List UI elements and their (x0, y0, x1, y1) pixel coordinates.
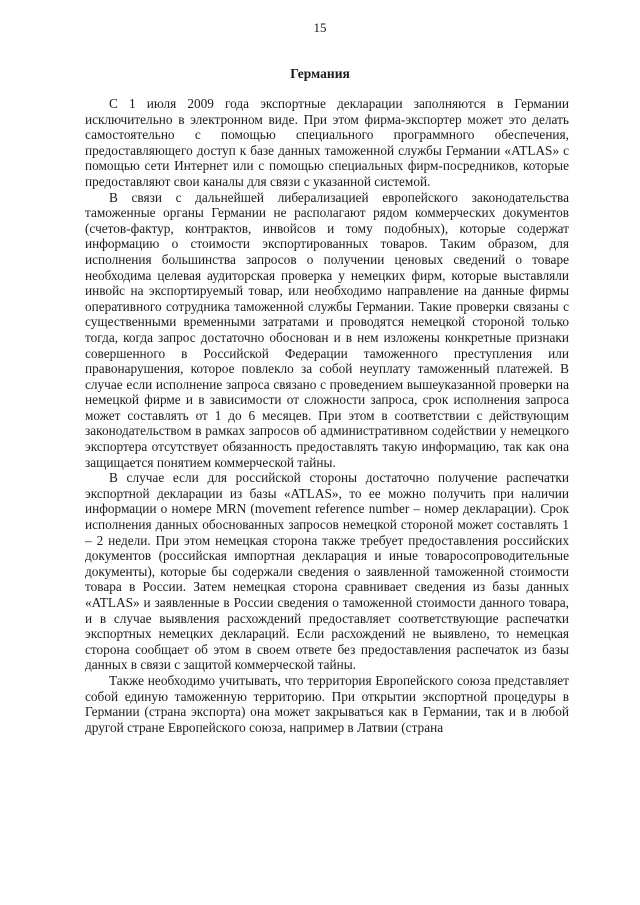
section-heading: Германия (290, 66, 350, 81)
paragraph-2: В связи с дальнейшей либерализацией европейского законодательства таможенные органы Германии не располагают рядом коммерческих документов (счетов-фактур, контрактов, инвойсов и тому подобных), которые содержат информацию о стоимости экспортированных товаров. Таким образом, для исполнения большинства запросов о получении ценовых сведений о товаре необходима целевая аудиторская проверка у немецких фирм, которые выставляли инвойс на экспортируемый товар, или необходимо направление на данные фирмы оперативного сотрудника таможенной службы Германии. Такие проверки связаны с существенными временными затратами и проводятся немецкой стороной только тогда, когда запрос достаточно обоснован и в нем изложены конкретные признаки совершенного в Российской Федерации таможенного преступления или правонарушения, которое повлекло за собой неуплату таможенный платежей. В случае если исполнение запроса связано с проведением вышеуказанной проверки на немецкой фирме и в зависимости от сложности запроса, срок исполнения запроса может составлять от 1 до 6 месяцев. При этом в соответствии с действующим законодательством в рамках запросов об административном содействии у немецкого экспортера отсутствует обязанность предоставлять такую информацию, так как она защищается понятием коммерческой тайны. (85, 189, 569, 470)
body-text (85, 96, 569, 735)
paragraph-3: В случае если для российской стороны достаточно получение распечатки экспортной декларации из базы «ATLAS», то ее можно получить при наличии информации о номере MRN (movement reference number – номер декларации). Срок исполнения данных обоснованных запросов немецкой стороной может составлять 1 – 2 недели. При этом немецкая сторона также требует предоставления российских документов (российская импортная декларация и иные товаросопроводительные документы), которые бы содержали сведения о заявленной таможенной стоимости товара в России. Затем немецкая сторона сравнивает сведения из базы данных «ATLAS» и заявленные в России сведения о таможенной стоимости данного товара, и в случае выявления расхождений предоставляет соответствующие распечатки экспортных немецких деклараций. Если расхождений не выявлено, то немецкая сторона сообщает об этом в своем ответе без предоставления распечаток из базы данных в связи с защитой коммерческой тайны. (85, 470, 569, 673)
paragraph-1: С 1 июля 2009 года экспортные декларации заполняются в Германии исключительно в электронном виде. При этом фирма-экспортер может это делать самостоятельно с помощью специального программного обеспечения, предоставляющего доступ к базе данных таможенной службы Германии «ATLAS» с помощью сети Интернет или с помощью специальных фирм-посредников, которые предоставляют свои каналы для связи с указанной системой. (85, 96, 569, 189)
page-number: 15 (313, 20, 327, 35)
paragraph-4: Также необходимо учитывать, что территория Европейского союза представляет собой единую таможенную территорию. При открытии экспортной процедуры в Германии (страна экспорта) она может закрываться как в Германии, так и в любой другой стране Европейского союза, например в Латвии (страна (85, 672, 569, 735)
